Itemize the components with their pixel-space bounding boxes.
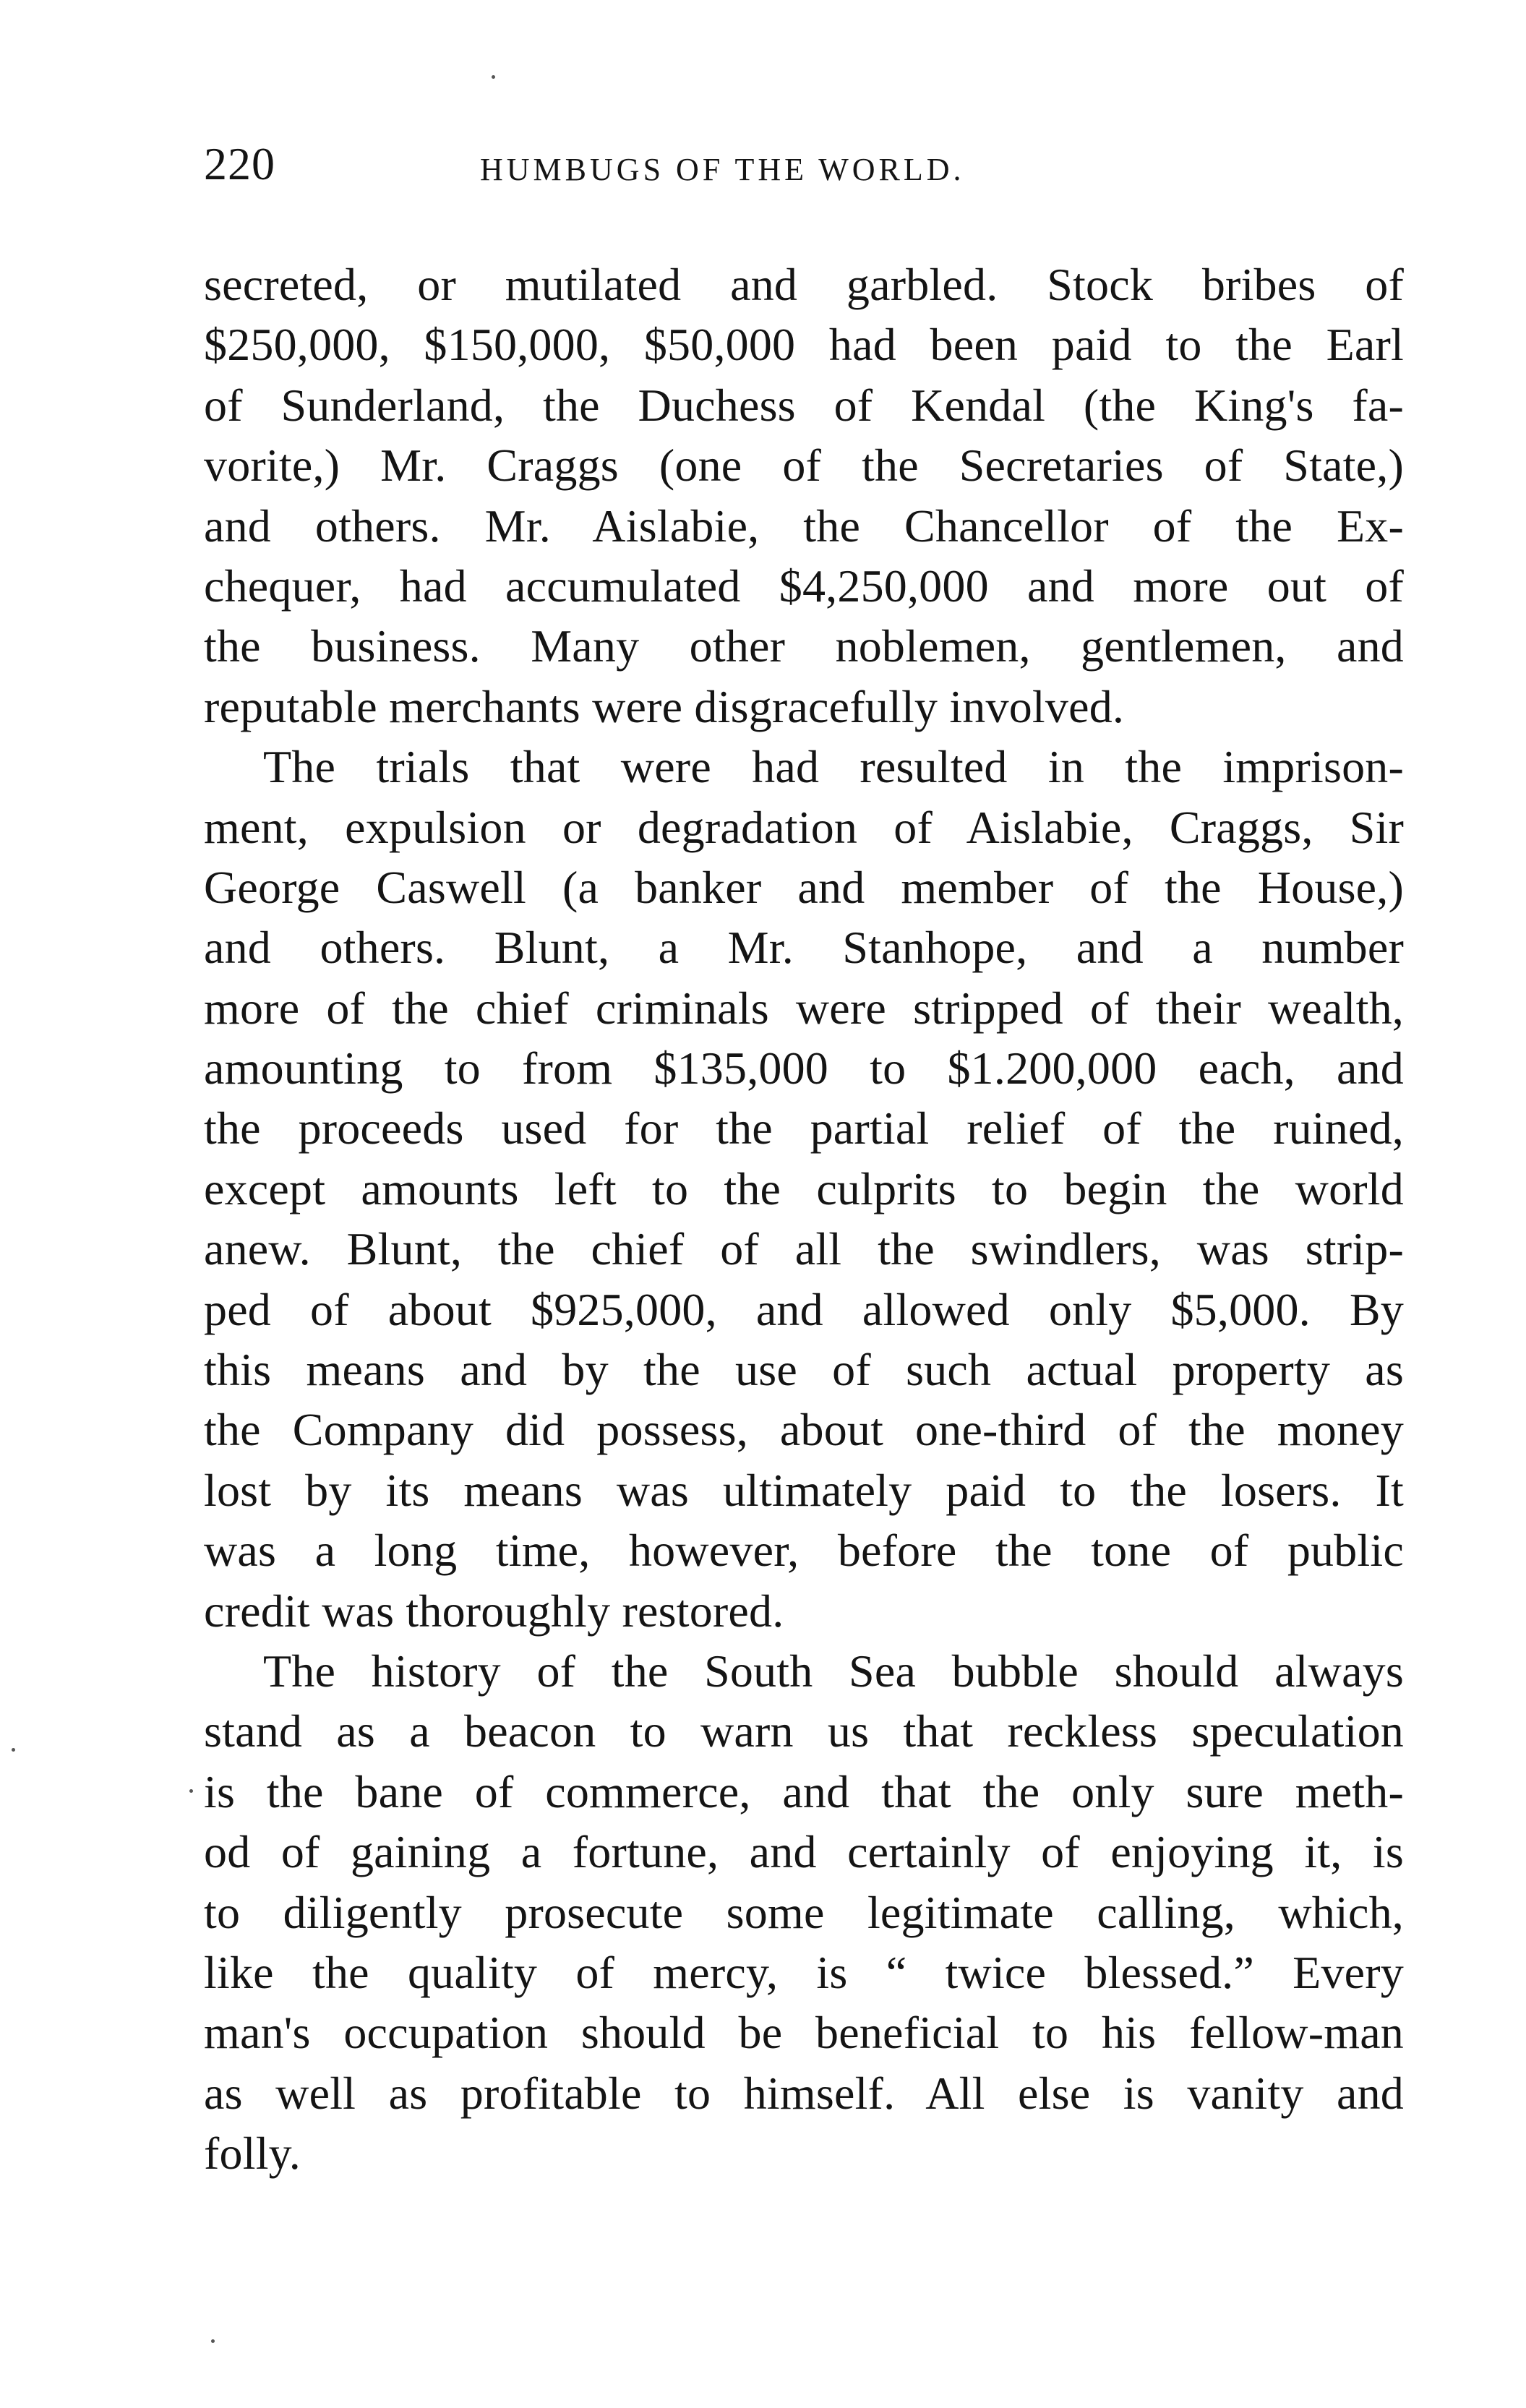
text-line: od of gaining a fortune, and certainly of enjoying it, is [204,1826,1404,1878]
ink-speck [492,75,495,79]
text-line: of Sunderland, the Duchess of Kendal (the King's fa- [204,379,1404,431]
text-line: as well as profitable to himself. All else is vanity and [204,2067,1404,2119]
text-line: ped of about $925,000, and allowed only $5,000. By [204,1283,1404,1335]
text-line: anew. Blunt, the chief of all the swindlers, was strip- [204,1223,1404,1275]
running-title: HUMBUGS OF THE WORLD. [480,152,965,187]
text-line: chequer, had accumulated $4,250,000 and more out of [204,560,1404,612]
ink-speck [12,1748,15,1752]
text-line: the business. Many other noblemen, gentlemen, and [204,620,1404,672]
text-line: man's occupation should be beneficial to his fellow-man [204,2007,1404,2059]
text-line: and others. Blunt, a Mr. Stanhope, and a number [204,922,1404,974]
text-line: George Caswell (a banker and member of the House,) [204,861,1404,913]
page-header [204,132,1404,197]
text-line: amounting to from $135,000 to $1.200,000 each, and [204,1042,1404,1094]
page-number: 220 [204,138,275,189]
text-line: folly. [204,2128,301,2180]
text-line: The history of the South Sea bubble should always [263,1645,1404,1697]
paragraph-1 [204,254,1404,737]
text-line: was a long time, however, before the tone of public [204,1525,1404,1577]
paragraph-3 [204,1641,1404,2184]
text-line: the Company did possess, about one-third of the money [204,1404,1404,1456]
text-line: vorite,) Mr. Craggs (one of the Secretaries of State,) [204,440,1404,492]
text-line: ment, expulsion or degradation of Aislabie, Craggs, Sir [204,801,1404,853]
text-line: the proceeds used for the partial relief of the ruined, [204,1102,1404,1154]
text-line: stand as a beacon to warn us that reckless speculation [204,1705,1404,1757]
text-line: to diligently prosecute some legitimate calling, which, [204,1886,1404,1938]
text-line: $250,000, $150,000, $50,000 had been paid to the Earl [204,319,1404,371]
text-line: and others. Mr. Aislabie, the Chancellor of the Ex- [204,500,1404,552]
text-line: this means and by the use of such actual property as [204,1344,1404,1396]
text-line: secreted, or mutilated and garbled. Stock bribes of [204,259,1404,310]
text-line: credit was thoroughly restored. [204,1585,784,1637]
text-line: The trials that were had resulted in the imprison- [263,741,1404,793]
paragraph-2 [204,737,1404,1641]
text-line: except amounts left to the culprits to begin the world [204,1162,1404,1214]
ink-speck [211,2339,215,2343]
text-line: like the quality of mercy, is “ twice blessed.” Every [204,1946,1404,1998]
text-line: more of the chief criminals were stripped of their wealth, [204,982,1404,1034]
text-line: is the bane of commerce, and that the only sure meth- [204,1765,1404,1817]
body-text [204,254,1404,2184]
ink-speck [189,1789,193,1793]
text-line: reputable merchants were disgracefully involved. [204,680,1125,732]
text-line: lost by its means was ultimately paid to the losers. It [204,1464,1404,1516]
